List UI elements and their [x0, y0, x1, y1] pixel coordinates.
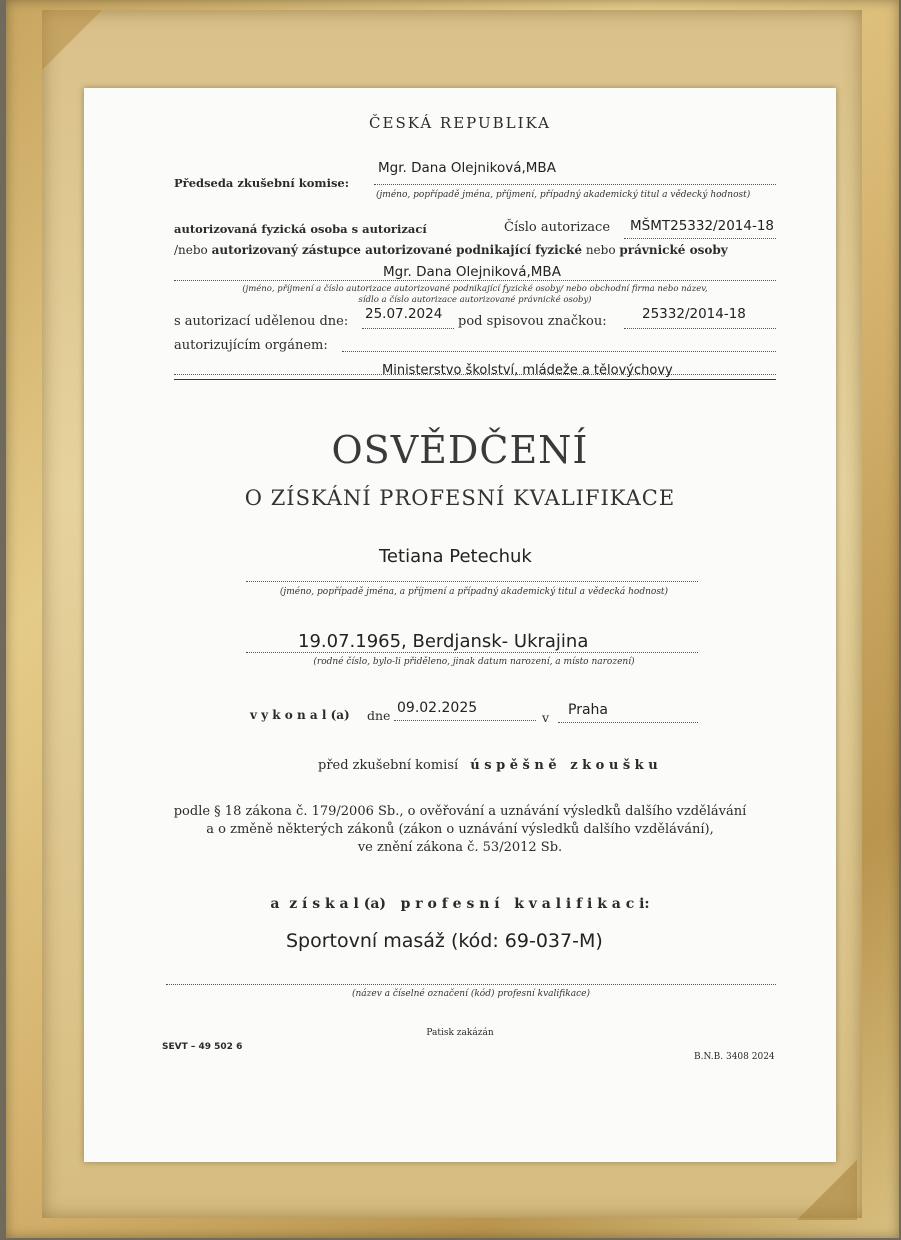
chair-label: Předseda zkušební komise:	[174, 176, 349, 190]
frame-corner	[42, 10, 102, 70]
file-ref-label: pod spisovou značkou:	[458, 314, 607, 329]
form-code: SEVT – 49 502 6	[162, 1042, 243, 1052]
exam-place-line	[558, 722, 698, 723]
authority-line-1	[342, 351, 776, 352]
before-label: před zkušební komisí	[318, 758, 459, 773]
law-line-2: a o změně některých zákonů (zákon o uznávání výsledků dalšího vzdělávání),	[206, 822, 714, 837]
holder-name-line	[246, 581, 698, 582]
chair-line	[374, 184, 776, 185]
holder-birth-line	[246, 652, 698, 653]
holder-birth-note: (rodné číslo, bylo-li přiděleno, jinak datum narození, a místo narození)	[313, 657, 635, 667]
chair-note: (jméno, popřípadě jména, příjmení, případný akademický titul a vědecký hodnost)	[376, 190, 751, 200]
alt-bold-1: autorizovaný zástupce autorizované podnikající fyzické	[211, 243, 582, 257]
authority-label: autorizujícím orgánem:	[174, 338, 328, 353]
exam-date-line	[394, 720, 536, 721]
file-ref-value: 25332/2014-18	[642, 306, 746, 322]
authorization-number-line	[624, 238, 776, 239]
authorization-number-label: Číslo autorizace	[504, 220, 611, 235]
law-line-1: podle § 18 zákona č. 179/2006 Sb., o ověřování a uznávání výsledků dalšího vzdělávání	[173, 804, 747, 819]
performed-label: v y k o n a l (a)	[250, 708, 350, 722]
law-line-3: ve znění zákona č. 53/2012 Sb.	[357, 840, 563, 855]
alt-bold-2: právnické osoby	[619, 243, 728, 257]
qualification-line	[166, 984, 776, 985]
certificate-subtitle: O ZÍSKÁNÍ PROFESNÍ KVALIFIKACE	[244, 486, 676, 510]
frame-corner	[797, 1160, 857, 1220]
granted-line	[362, 328, 454, 329]
authorization-number-value: MŠMT25332/2014-18	[630, 218, 775, 234]
before-committee-line	[318, 758, 658, 773]
success-label: ú s p ě š n ě z k o u š k u	[470, 758, 658, 773]
holder-name-note: (jméno, popřípadě jména, a příjmení a případný akademický titul a vědecká hodnost)	[279, 587, 669, 597]
qualification-value: Sportovní masáž (kód: 69-037-M)	[286, 930, 603, 952]
representative-value: Mgr. Dana Olejniková,MBA	[383, 264, 561, 280]
holder-birth: 19.07.1965, Berdjansk- Ukrajina	[298, 631, 589, 652]
granted-label: s autorizací udělenou dne:	[174, 314, 349, 329]
representative-note-1: (jméno, příjmení a číslo autorizace autorizované podnikající fyzické osoby/ nebo obchodní firma nebo název,	[242, 284, 708, 294]
qualification-note: (název a číselné označení (kód) profesní kvalifikace)	[351, 989, 591, 999]
representative-note-2: sídlo a číslo autorizace autorizované právnické osoby)	[358, 295, 592, 305]
holder-name: Tetiana Petechuk	[379, 546, 532, 567]
reprint-notice: Patisk zakázán	[426, 1028, 494, 1038]
certificate-paper	[84, 88, 836, 1162]
file-ref-line	[624, 328, 776, 329]
alt-representative-line	[174, 243, 728, 257]
certificate-title: OSVĚDČENÍ	[331, 428, 589, 472]
granted-value: 25.07.2024	[365, 306, 443, 322]
authorized-person-label: autorizovaná fyzická osoba s autorizací	[174, 222, 427, 236]
country-heading: ČESKÁ REPUBLIKA	[369, 114, 551, 132]
alt-mid: nebo	[585, 243, 616, 257]
date-label: dne	[367, 708, 391, 723]
chair-value: Mgr. Dana Olejniková,MBA	[378, 160, 556, 176]
exam-place: Praha	[568, 702, 608, 718]
authority-underline	[174, 379, 776, 380]
obtained-label: a z í s k a l (a) p r o f e s n í k v a l i f i k a c i:	[270, 896, 650, 912]
representative-line	[174, 280, 776, 281]
authority-value: Ministerstvo školství, mládeže a tělovýchovy	[382, 363, 673, 378]
alt-prefix: /nebo	[174, 243, 208, 257]
place-label: v	[542, 710, 550, 725]
print-code: B.N.B. 3408 2024	[694, 1052, 775, 1062]
exam-date: 09.02.2025	[397, 700, 478, 716]
